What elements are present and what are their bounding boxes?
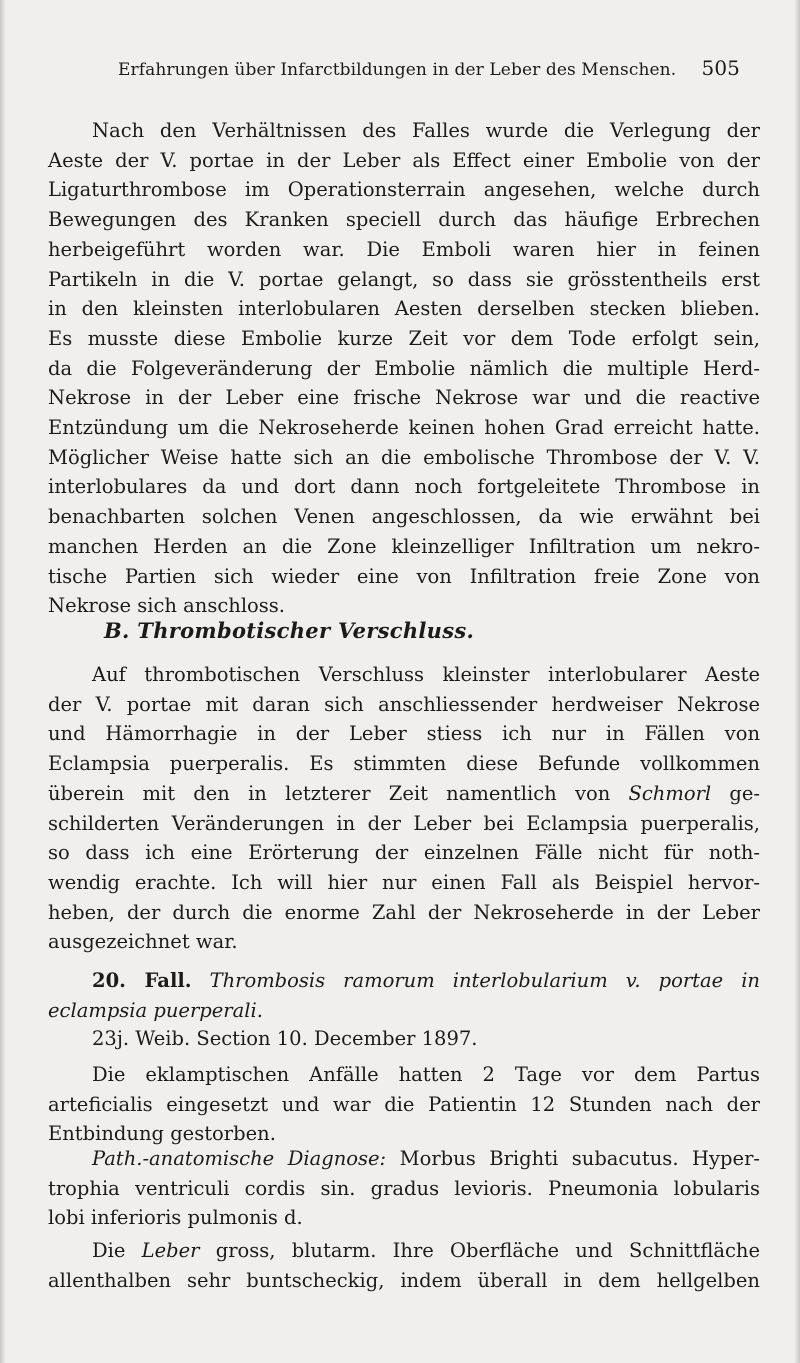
author-name: Schmorl <box>628 781 712 805</box>
liver-line2: allenthalben sehr buntscheckig, indem überall in dem hellgelben <box>48 1268 760 1292</box>
diagnosis-line1: Morbus Brighti subacutus. Hyper- <box>399 1147 760 1170</box>
text-line: tische Partien sich wieder eine von Infiltration freie Zone von <box>48 564 760 588</box>
liver-intro: Die <box>92 1239 126 1262</box>
liver-word: Leber <box>141 1239 200 1262</box>
text-line: Es musste diese Embolie kurze Zeit vor dem Tode erfolgt sein, <box>48 326 760 350</box>
text-line: heben, der durch die enorme Zahl der Nekroseherde in der Leber <box>48 900 760 924</box>
text-line: benachbarten solchen Venen angeschlossen, da wie erwähnt bei <box>48 505 760 529</box>
text-line: Möglicher Weise hatte sich an die embolische Thrombose der V. V. <box>48 445 760 469</box>
text-line: Nekrose sich anschloss. <box>48 594 286 618</box>
text-line <box>48 779 760 809</box>
text-line: wendig erachte. Ich will hier nur einen Fall als Beispiel hervor- <box>48 870 760 894</box>
case-subtitle-line2-row <box>48 996 760 1026</box>
text-line: Auf thrombotischen Verschluss kleinster interlobularer Aeste <box>92 663 760 686</box>
text-line: und Hämorrhagie in der Leber stiess ich nur in Fällen von <box>48 722 760 746</box>
diagnosis-line2: trophia ventriculi cordis sin. gradus levioris. Pneumonia lobularis <box>48 1176 760 1200</box>
diagnosis-label: Path.-anatomische Diagnose: <box>92 1147 387 1170</box>
text-line: schilderten Veränderungen in der Leber bei Eclampsia puerperalis, <box>48 811 760 835</box>
text-line: Bewegungen des Kranken speciell durch das häufige Erbrechen <box>48 208 760 232</box>
running-title: Erfahrungen über Infarctbildungen in der Leber des Menschen. <box>118 60 677 80</box>
text-line: Entbindung gestorben. <box>48 1122 276 1146</box>
paragraph-embolie <box>48 116 760 621</box>
text-line: manchen Herden an die Zone kleinzelliger Infiltration um nekro- <box>48 534 760 558</box>
text-line: herbeigeführt worden war. Die Emboli waren hier in feinen <box>48 237 760 261</box>
text-line: der V. portae mit daran sich anschliessender herdweiser Nekrose <box>48 692 760 716</box>
case-subtitle-line1: Thrombosis ramorum interlobularium v. portae in <box>209 969 760 992</box>
text-line: Ligaturthrombose im Operationsterrain angesehen, welche durch <box>48 178 760 202</box>
text-line: ausgezeichnet war. <box>48 930 238 954</box>
text-line: Partikeln in die V. portae gelangt, so dass sie grösstentheils erst <box>48 267 760 291</box>
text-line: Entzündung um die Nekroseherde keinen hohen Grad erreicht hatte. <box>48 416 760 440</box>
page-right-edge-shading <box>794 0 800 1363</box>
text-line: da die Folgeveränderung der Embolie nämlich die multiple Herd- <box>48 356 760 380</box>
paragraph-leber <box>48 1236 760 1295</box>
case-heading <box>48 966 760 1025</box>
paragraph-diagnose <box>48 1144 760 1233</box>
text-line: Die eklamptischen Anfälle hatten 2 Tage vor dem Partus <box>92 1063 760 1086</box>
diagnosis-row-1 <box>48 1144 760 1174</box>
case-line: 23j. Weib. Section 10. December 1897. <box>92 1027 478 1050</box>
page-left-edge-shading <box>0 0 6 1363</box>
text-segment: überein mit den in letzterer Zeit namentlich von <box>48 781 611 805</box>
hyphenated-continuation: ge- <box>729 781 760 805</box>
text-line: Nach den Verhältnissen des Falles wurde die Verlegung der <box>92 119 760 142</box>
section-heading: B. Thrombotischer Verschluss. <box>104 618 475 643</box>
text-line: so dass ich eine Erörterung der einzelnen Fälle nicht für noth- <box>48 841 760 865</box>
case-title-line <box>48 966 760 996</box>
case-number: 20. Fall. <box>92 969 192 992</box>
page-number: 505 <box>701 56 740 80</box>
text-line: Nekrose in der Leber eine frische Nekrose war und die reactive <box>48 386 760 410</box>
case-subtitle-line2: eclampsia puerperali. <box>48 998 263 1022</box>
text-line: Eclampsia puerperalis. Es stimmten diese Befunde vollkommen <box>48 752 760 776</box>
case-info <box>48 1024 760 1054</box>
liver-row-1 <box>48 1236 760 1266</box>
diagnosis-line3: lobi inferioris pulmonis d. <box>48 1206 303 1230</box>
liver-line1-rest: gross, blutarm. Ihre Oberfläche und Schnittfläche <box>215 1239 761 1262</box>
text-line: arteficialis eingesetzt und war die Patientin 12 Stunden nach der <box>48 1092 760 1116</box>
text-line: Aeste der V. portae in der Leber als Effect einer Embolie von der <box>48 148 760 172</box>
text-line: in den kleinsten interlobularen Aesten derselben stecken blieben. <box>48 297 760 321</box>
paragraph-anfaelle <box>48 1060 760 1149</box>
running-header <box>118 56 740 80</box>
text-line: interlobulares da und dort dann noch fortgeleitete Thrombose in <box>48 475 760 499</box>
paragraph-thrombotischer-verschluss <box>48 660 760 957</box>
